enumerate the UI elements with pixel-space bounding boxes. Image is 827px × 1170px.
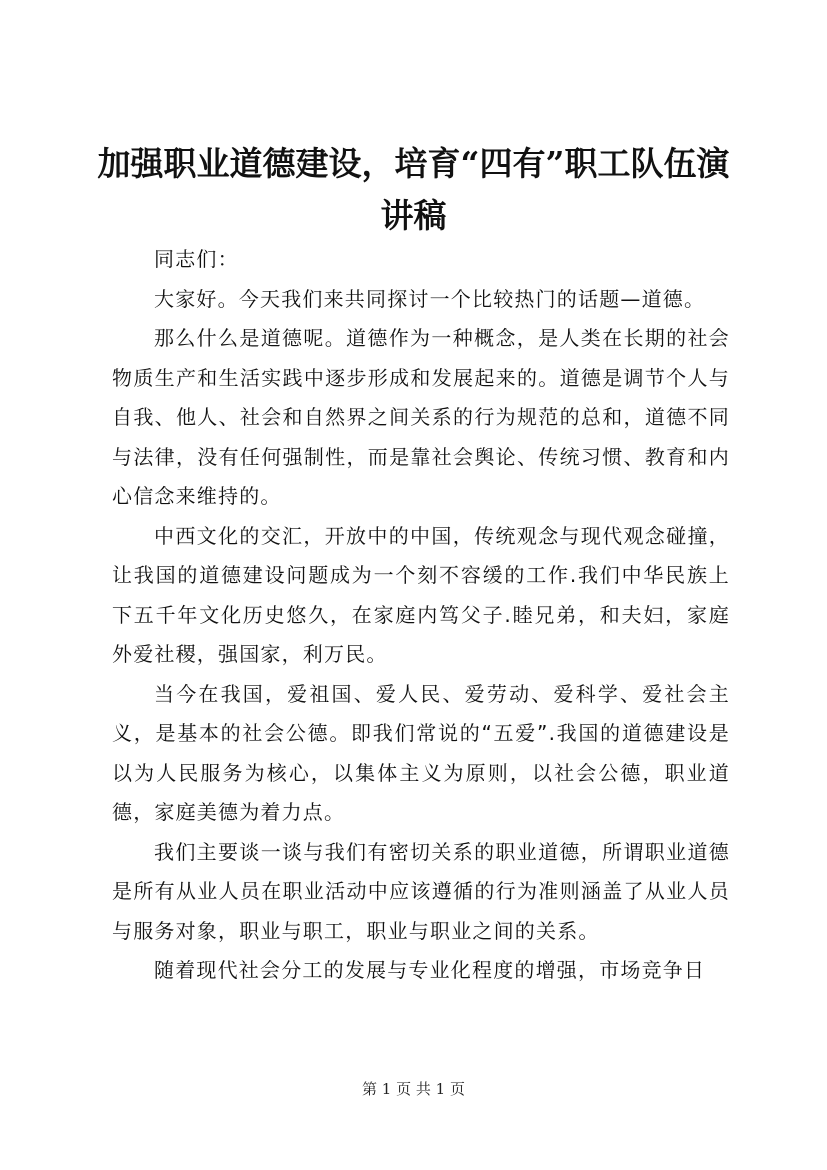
body-paragraph: 中西文化的交汇，开放中的中国，传统观念与现代观念碰撞，让我国的道德建设问题成为一个刻不容缓的工作.我们中华民族上下五千年文化历史悠久，在家庭内笃父子.睦兄弟，和夫妇，家庭外爱社稷，强国家，利万民。 [112,523,730,666]
document-body [112,240,730,991]
body-paragraph: 大家好。今天我们来共同探讨一个比较热门的话题—道德。 [154,286,706,311]
document-title [60,138,767,242]
body-paragraph: 我们主要谈一谈与我们有密切关系的职业道德，所谓职业道德是所有从业人员在职业活动中应该遵循的行为准则涵盖了从业人员与服务对象，职业与职工，职业与职业之间的关系。 [112,839,730,943]
body-paragraph: 当今在我国，爱祖国、爱人民、爱劳动、爱科学、爱社会主义，是基本的社会公德。即我们常说的“五爱”.我国的道德建设是以为人民服务为核心，以集体主义为原则，以社会公德，职业道德，家庭美德为着力点。 [112,681,730,824]
salutation-paragraph: 同志们： [154,247,239,271]
page-number-footer: 第 1 页 共 1 页 [362,1080,465,1098]
title-line-2: 讲稿 [380,196,447,235]
title-line-1: 加强职业道德建设，培育“四有”职工队伍演 [97,144,730,183]
body-paragraph: 随着现代社会分工的发展与专业化程度的增强，市场竞争日 [154,958,706,982]
body-paragraph: 那么什么是道德呢。道德作为一种概念，是人类在长期的社会物质生产和生活实践中逐步形成和发展起来的。道德是调节个人与自我、他人、社会和自然界之间关系的行为规范的总和，道德不同与法律，没有任何强制性，而是靠社会舆论、传统习惯、教育和内心信念来维持的。 [112,326,730,508]
